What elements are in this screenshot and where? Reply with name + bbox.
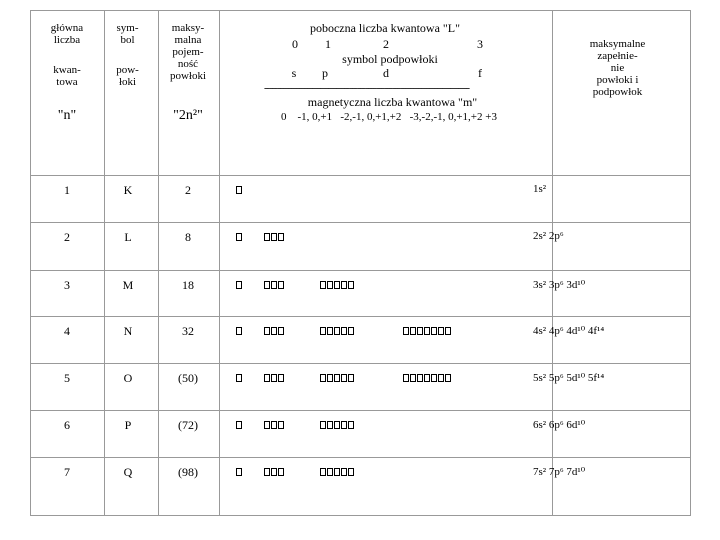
header-text: bol (120, 34, 135, 46)
orbital-box-group (320, 421, 355, 429)
row-capacity: (72) (178, 418, 198, 432)
row-divider (31, 410, 690, 411)
row-capacity: 18 (182, 278, 194, 292)
orbital-box (327, 281, 333, 289)
orbital-box (264, 374, 270, 382)
orbital-box-group (320, 327, 355, 335)
row-n-value: 6 (64, 418, 70, 432)
orbital-box (348, 327, 354, 335)
orbital-box (236, 468, 242, 476)
dashed-separator: ----------------------------------------------------------------------------- (264, 82, 470, 94)
header-text: podpowłok (592, 86, 643, 98)
header-text: maksymalne (589, 38, 646, 50)
l-value: 2 (383, 37, 389, 51)
orbital-box-group (236, 327, 243, 335)
subshell-symbol: d (383, 66, 389, 80)
orbital-box (278, 374, 284, 382)
orbital-box (320, 374, 326, 382)
orbital-box (438, 327, 444, 335)
orbital-box-group (236, 233, 243, 241)
orbital-box-group (236, 186, 243, 194)
row-electron-configuration: 3s² 3p⁶ 3d¹⁰ (533, 279, 586, 291)
row-n-value: 1 (64, 183, 70, 197)
header-text: łoki (118, 76, 137, 88)
orbital-box (431, 327, 437, 335)
orbital-box (334, 281, 340, 289)
magnetic-values: 0 -1, 0,+1 -2,-1, 0,+1,+2 -3,-2,-1, 0,+1,+2 +3 (281, 111, 497, 123)
orbital-box-group (320, 468, 355, 476)
orbital-box (264, 281, 270, 289)
orbital-box (327, 374, 333, 382)
header-text: kwan- (53, 64, 81, 76)
row-electron-configuration: 7s² 7p⁶ 7d¹⁰ (533, 466, 586, 478)
orbital-box (271, 421, 277, 429)
orbital-box (236, 421, 242, 429)
orbital-box-group (236, 421, 243, 429)
orbital-box (236, 233, 242, 241)
orbital-box (236, 327, 242, 335)
header-text: pojem- (172, 46, 204, 58)
orbital-box-group (403, 327, 452, 335)
l-value: 1 (325, 37, 331, 51)
orbital-box (334, 374, 340, 382)
orbital-box (348, 421, 354, 429)
orbital-box (320, 281, 326, 289)
orbital-box (320, 327, 326, 335)
orbital-box (278, 281, 284, 289)
orbital-box (438, 374, 444, 382)
row-divider (31, 270, 690, 271)
orbital-box (431, 374, 437, 382)
l-value: 3 (477, 37, 483, 51)
row-shell-symbol: L (124, 230, 132, 244)
row-capacity: 32 (182, 324, 194, 338)
orbital-box (271, 327, 277, 335)
orbital-box (271, 468, 277, 476)
orbital-box (327, 421, 333, 429)
orbital-box (410, 327, 416, 335)
orbital-box-group (264, 421, 285, 429)
row-divider (31, 316, 690, 317)
orbital-box-group (236, 468, 243, 476)
header-text: malna (174, 34, 202, 46)
header-azimuthal-title: poboczna liczba kwantowa "L" (309, 21, 461, 35)
orbital-box (334, 468, 340, 476)
header-text: liczba (53, 34, 81, 46)
orbital-box (271, 374, 277, 382)
header-text: powłoki (169, 70, 207, 82)
row-electron-configuration: 1s² (533, 183, 547, 195)
row-shell-symbol: M (122, 278, 134, 292)
orbital-box (278, 468, 284, 476)
orbital-box (236, 186, 242, 194)
orbital-box (236, 281, 242, 289)
column-divider (158, 11, 159, 515)
header-text: zapełnie- (597, 50, 638, 62)
orbital-box (417, 327, 423, 335)
header-main-quantum-number (37, 22, 97, 88)
subshell-symbol: p (322, 66, 328, 80)
orbital-box (264, 327, 270, 335)
row-shell-symbol: P (124, 418, 132, 432)
header-text: pow- (116, 64, 139, 76)
header-text: maksy- (171, 22, 205, 34)
header-text: powłoki i (596, 74, 639, 86)
orbital-box (278, 327, 284, 335)
row-electron-configuration: 6s² 6p⁶ 6d¹⁰ (533, 419, 586, 431)
orbital-box (327, 468, 333, 476)
header-subshell-symbol-title: symbol podpowłoki (342, 52, 438, 66)
subshell-symbol: s (291, 66, 297, 80)
orbital-box-group (320, 374, 355, 382)
orbital-box-group (236, 374, 243, 382)
row-shell-symbol: Q (123, 465, 133, 479)
orbital-box (341, 421, 347, 429)
orbital-box (334, 327, 340, 335)
header-n-symbol: "n" (57, 108, 77, 123)
orbital-box (320, 421, 326, 429)
orbital-box (278, 233, 284, 241)
orbital-box-group (236, 281, 243, 289)
orbital-box-group (264, 281, 285, 289)
orbital-box (403, 327, 409, 335)
orbital-box-group (264, 233, 285, 241)
row-shell-symbol: N (123, 324, 133, 338)
row-n-value: 4 (64, 324, 70, 338)
orbital-box (403, 374, 409, 382)
column-divider (552, 11, 553, 515)
header-magnetic-title: magnetyczna liczba kwantowa "m" (307, 95, 478, 109)
orbital-box (264, 468, 270, 476)
row-n-value: 3 (64, 278, 70, 292)
orbital-box (264, 233, 270, 241)
column-divider (219, 11, 220, 515)
row-n-value: 7 (64, 465, 70, 479)
row-electron-configuration: 4s² 4p⁶ 4d¹⁰ 4f¹⁴ (533, 325, 605, 337)
orbital-box (348, 468, 354, 476)
orbital-box (417, 374, 423, 382)
orbital-box (341, 468, 347, 476)
orbital-box (341, 374, 347, 382)
orbital-box (445, 327, 451, 335)
orbital-box (424, 327, 430, 335)
row-electron-configuration: 5s² 5p⁶ 5d¹⁰ 5f¹⁴ (533, 372, 605, 384)
orbital-box-group (264, 327, 285, 335)
orbital-box (271, 281, 277, 289)
orbital-box (341, 281, 347, 289)
orbital-box-group (264, 468, 285, 476)
row-capacity: (50) (178, 371, 198, 385)
orbital-box-group (264, 374, 285, 382)
row-divider (31, 363, 690, 364)
header-text: nie (610, 62, 625, 74)
orbital-box (320, 468, 326, 476)
orbital-box (424, 374, 430, 382)
row-capacity: 8 (185, 230, 191, 244)
row-electron-configuration: 2s² 2p⁶ (533, 230, 564, 242)
header-shell-symbol (100, 22, 155, 88)
orbital-box (327, 327, 333, 335)
orbital-box (334, 421, 340, 429)
orbital-box (348, 374, 354, 382)
orbital-box (278, 421, 284, 429)
header-text: towa (56, 76, 78, 88)
header-text: główna (50, 22, 84, 34)
orbital-box (445, 374, 451, 382)
orbital-box-group (403, 374, 452, 382)
orbital-box (410, 374, 416, 382)
row-shell-symbol: O (123, 371, 133, 385)
orbital-box (236, 374, 242, 382)
row-divider (31, 457, 690, 458)
header-max-capacity (157, 22, 219, 82)
orbital-box-group (320, 281, 355, 289)
orbital-box (341, 327, 347, 335)
l-value: 0 (292, 37, 298, 51)
orbital-box (348, 281, 354, 289)
orbital-box (264, 421, 270, 429)
row-shell-symbol: K (123, 183, 133, 197)
row-n-value: 5 (64, 371, 70, 385)
row-n-value: 2 (64, 230, 70, 244)
orbital-box (271, 233, 277, 241)
row-divider (31, 222, 690, 223)
header-max-filling (560, 38, 675, 98)
header-formula: "2n²" (173, 108, 203, 123)
row-capacity: 2 (185, 183, 191, 197)
header-text: ność (177, 58, 199, 70)
row-capacity: (98) (178, 465, 198, 479)
row-divider (31, 175, 690, 176)
subshell-symbol: f (478, 66, 482, 80)
header-text: sym- (116, 22, 139, 34)
